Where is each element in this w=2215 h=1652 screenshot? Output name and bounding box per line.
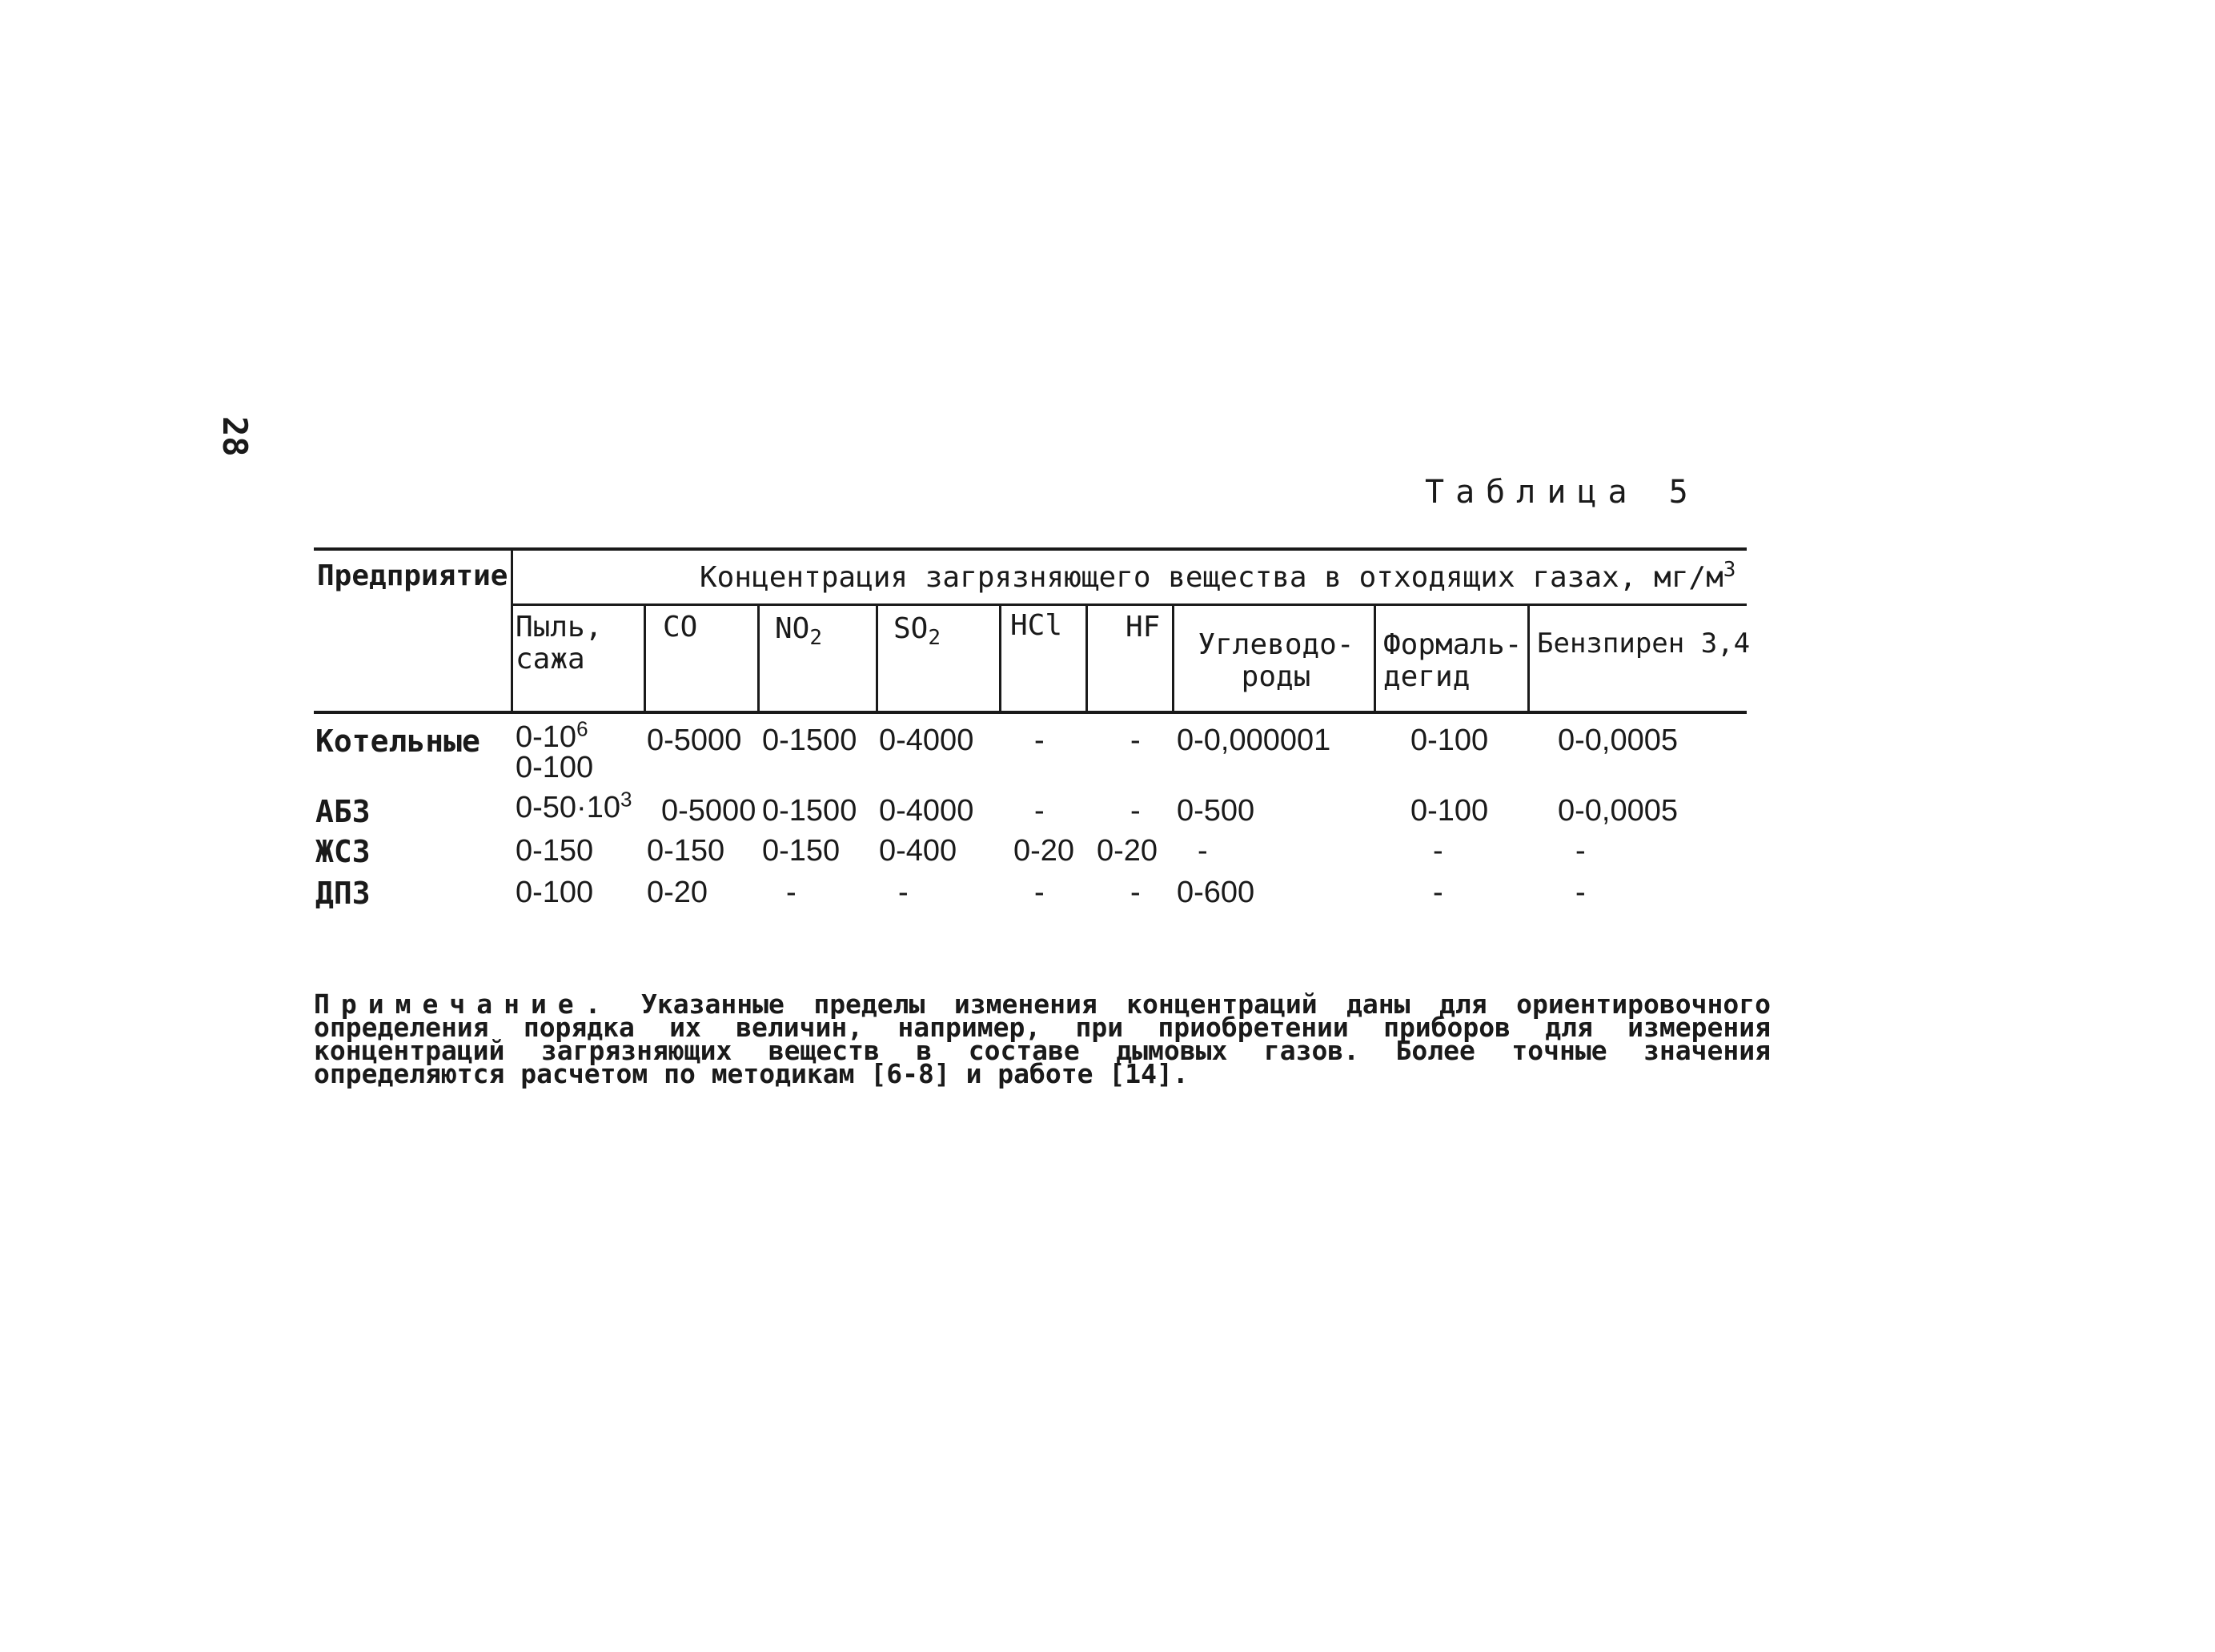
cell-so2: 0-4000 <box>879 724 974 757</box>
cell-formaldehyde: 0-100 <box>1410 724 1489 757</box>
cell-co: 0-5000 <box>661 794 756 828</box>
cell-formaldehyde: 0-100 <box>1410 794 1489 828</box>
cell-hcl: - <box>1034 724 1045 757</box>
col-divider <box>1527 605 1530 712</box>
col-header-hydrocarbons <box>1182 629 1370 693</box>
col-divider <box>757 605 760 712</box>
cell-dust-value: 0-10 <box>516 720 577 754</box>
cell-hf: - <box>1130 794 1141 828</box>
cell-hydrocarbons: - <box>1198 834 1208 868</box>
cell-no2: 0-1500 <box>762 794 857 828</box>
cell-dust-sup: 3 <box>620 787 632 812</box>
col-header-formaldehyde <box>1383 629 1522 693</box>
col-header-no2-sub: 2 <box>809 626 823 651</box>
col-divider <box>1374 605 1376 712</box>
table-note <box>314 988 1771 1089</box>
col-header-hcl: HCl <box>1010 609 1063 642</box>
cell-hf: - <box>1130 876 1141 909</box>
col-header-hydrocarbons-line1: Углеводо- <box>1198 628 1354 661</box>
col-header-benzpyrene: Бензпирен 3,4 <box>1537 628 1751 660</box>
col-header-co: CO <box>663 611 698 644</box>
page-number: 28 <box>215 416 255 457</box>
col-header-no2-base: NO <box>775 612 810 645</box>
col-divider <box>1085 605 1088 712</box>
header-mid-rule <box>511 603 1747 606</box>
col-divider <box>876 605 878 712</box>
header-concentration-sup: 3 <box>1723 558 1736 582</box>
cell-co: 0-150 <box>647 834 725 868</box>
cell-benzpyrene: 0-0,0005 <box>1558 724 1679 757</box>
header-concentration-text: Концентрация загрязняющего вещества в отходящих газах, мг/м <box>700 561 1723 594</box>
cell-dust-sup: 6 <box>576 716 588 741</box>
header-concentration <box>700 558 1736 594</box>
cell-dust: 0-150 <box>516 834 594 868</box>
row-label-dpz: ДПЗ <box>315 876 371 911</box>
col-header-dust-line2: сажа <box>516 643 585 676</box>
col-divider <box>644 605 646 712</box>
col-divider <box>1172 605 1174 712</box>
cell-no2: 0-1500 <box>762 724 857 757</box>
cell-co: 0-20 <box>647 876 708 909</box>
cell-formaldehyde: - <box>1433 834 1443 868</box>
cell-dust <box>516 716 588 755</box>
cell-so2: 0-400 <box>879 834 957 868</box>
col-header-dust <box>516 611 602 676</box>
cell-dust <box>516 787 632 825</box>
col-header-formaldehyde-line1: Формаль- <box>1383 628 1523 661</box>
col-header-so2-sub: 2 <box>928 626 941 651</box>
cell-dust: 0-100 <box>516 876 594 909</box>
cell-formaldehyde: - <box>1433 876 1443 909</box>
cell-dust-line2: 0-100 <box>516 751 594 784</box>
cell-hydrocarbons: 0-500 <box>1177 794 1255 828</box>
cell-hydrocarbons: 0-600 <box>1177 876 1255 909</box>
cell-hcl: 0-20 <box>1013 834 1075 868</box>
header-enterprise: Предприятие <box>317 559 508 592</box>
cell-so2: - <box>898 876 909 909</box>
cell-benzpyrene: - <box>1575 876 1586 909</box>
col-header-formaldehyde-line2: дегид <box>1383 660 1471 693</box>
col-header-so2 <box>893 612 941 651</box>
cell-hydrocarbons: 0-0,000001 <box>1177 724 1331 757</box>
cell-benzpyrene: - <box>1575 834 1586 868</box>
cell-hf: 0-20 <box>1097 834 1158 868</box>
table-title: Таблица 5 <box>1425 474 1699 511</box>
col-header-dust-line1: Пыль, <box>516 611 603 644</box>
table-top-rule <box>314 547 1747 551</box>
cell-hcl: - <box>1034 876 1045 909</box>
cell-hcl: - <box>1034 794 1045 828</box>
col-divider <box>999 605 1001 712</box>
col-divider <box>511 547 513 712</box>
cell-hf: - <box>1130 724 1141 757</box>
row-label-boilers: Котельные <box>315 724 480 759</box>
cell-co: 0-5000 <box>647 724 742 757</box>
row-label-abz: АБЗ <box>315 794 371 829</box>
cell-dust-value: 0-50·10 <box>516 791 620 824</box>
cell-benzpyrene: 0-0,0005 <box>1558 794 1679 828</box>
col-header-hf: HF <box>1126 611 1161 644</box>
cell-so2: 0-4000 <box>879 794 974 828</box>
note-lead: Примечание. <box>314 988 612 1020</box>
col-header-so2-base: SO <box>893 612 929 645</box>
header-bottom-rule <box>314 711 1747 714</box>
row-label-zhsz: ЖСЗ <box>315 834 371 869</box>
cell-no2: - <box>786 876 797 909</box>
col-header-hydrocarbons-line2: роды <box>1241 660 1311 693</box>
cell-no2: 0-150 <box>762 834 841 868</box>
note-text: Указанные пределы изменения концентраций даны для ориентировочного определения порядка их величин, например, при приобретении приборов для измерения концентраций загрязняющих веществ в составе дымовых газов. Более точные значения определяются расчетом по методикам [6-8] и работе [14]. <box>314 988 1771 1089</box>
col-header-no2 <box>775 612 823 651</box>
